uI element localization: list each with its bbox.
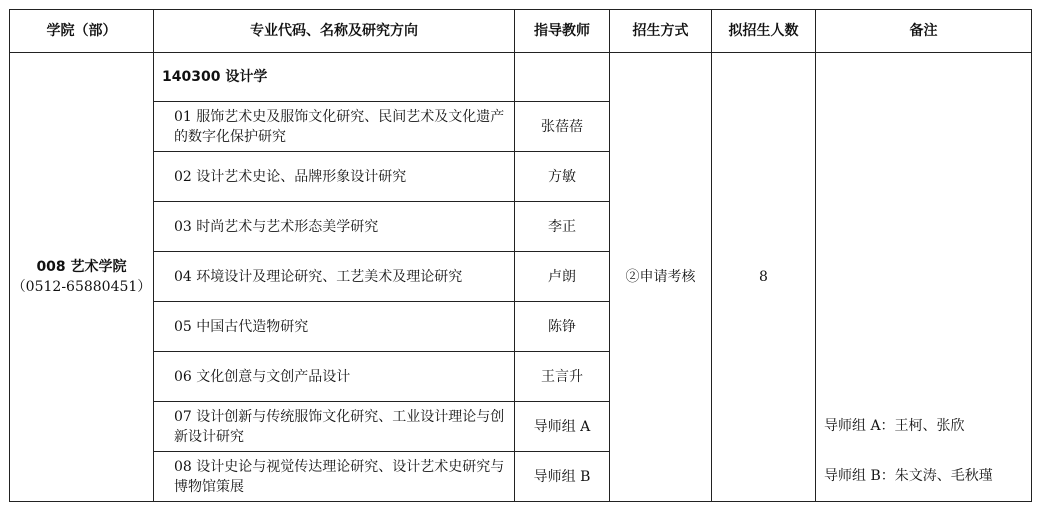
direction-cell: 04 环境设计及理论研究、工艺美术及理论研究 — [154, 252, 515, 302]
header-quota: 拟招生人数 — [712, 10, 816, 53]
advisor-cell: 方敏 — [515, 152, 610, 202]
subject-name: 140300 设计学 — [154, 53, 515, 102]
remark-group-a: 导师组 A：王柯、张欣 — [824, 418, 965, 434]
college-cell — [10, 53, 154, 502]
header-advisor: 指导教师 — [515, 10, 610, 53]
enrollment-table — [9, 9, 1032, 502]
advisor-cell: 导师组 B — [515, 452, 610, 502]
method-cell: ②申请考核 — [610, 53, 712, 502]
direction-cell: 01 服饰艺术史及服饰文化研究、民间艺术及文化遗产的数字化保护研究 — [154, 102, 515, 152]
direction-cell: 06 文化创意与文创产品设计 — [154, 352, 515, 402]
subject-row — [10, 53, 1032, 102]
direction-cell: 02 设计艺术史论、品牌形象设计研究 — [154, 152, 515, 202]
remark-cell — [816, 53, 1032, 502]
advisor-cell: 卢朗 — [515, 252, 610, 302]
header-college: 学院（部） — [10, 10, 154, 53]
college-name: 008 艺术学院 — [36, 259, 127, 275]
direction-cell: 03 时尚艺术与艺术形态美学研究 — [154, 202, 515, 252]
direction-cell: 05 中国古代造物研究 — [154, 302, 515, 352]
advisor-cell: 张蓓蓓 — [515, 102, 610, 152]
remark-group-b: 导师组 B：朱文涛、毛秋瑾 — [824, 468, 993, 484]
header-major: 专业代码、名称及研究方向 — [154, 10, 515, 53]
header-method: 招生方式 — [610, 10, 712, 53]
advisor-cell: 陈铮 — [515, 302, 610, 352]
direction-cell: 07 设计创新与传统服饰文化研究、工业设计理论与创新设计研究 — [154, 402, 515, 452]
header-row — [10, 10, 1032, 53]
quota-cell: 8 — [712, 53, 816, 502]
direction-cell: 08 设计史论与视觉传达理论研究、设计艺术史研究与博物馆策展 — [154, 452, 515, 502]
subject-advisor-cell — [515, 53, 610, 102]
advisor-cell: 导师组 A — [515, 402, 610, 452]
header-remark: 备注 — [816, 10, 1032, 53]
advisor-cell: 王言升 — [515, 352, 610, 402]
advisor-cell: 李正 — [515, 202, 610, 252]
college-phone: （0512-65880451） — [11, 279, 152, 295]
